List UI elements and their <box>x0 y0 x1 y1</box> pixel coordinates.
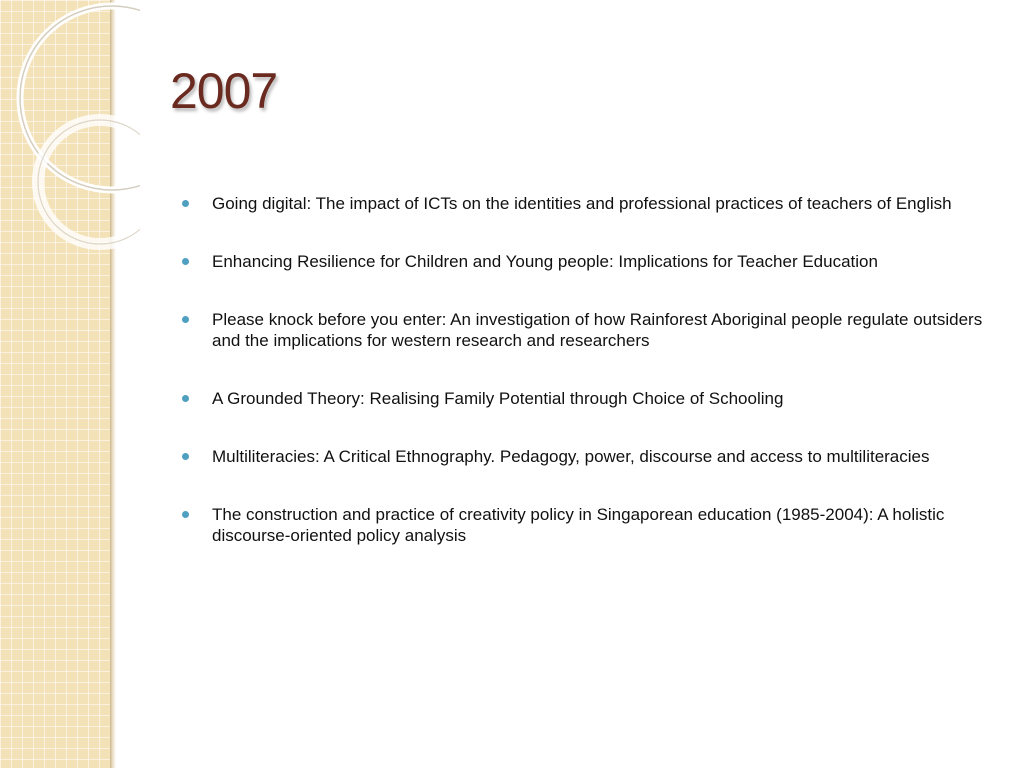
bullet-item <box>182 251 992 272</box>
bullet-list <box>182 193 992 583</box>
bullet-dot-icon <box>182 200 189 207</box>
bullet-dot-icon <box>182 316 189 323</box>
decorative-rings-icon <box>0 0 140 260</box>
bullet-item <box>182 446 992 467</box>
bullet-text: Going digital: The impact of ICTs on the identities and professional practices of teachers of English <box>212 194 952 213</box>
bullet-text: A Grounded Theory: Realising Family Potential through Choice of Schooling <box>212 389 784 408</box>
bullet-dot-icon <box>182 453 189 460</box>
bullet-text: Enhancing Resilience for Children and Young people: Implications for Teacher Education <box>212 252 878 271</box>
slide-title: 2007 <box>170 63 278 119</box>
bullet-text: The construction and practice of creativity policy in Singaporean education (1985-2004): A holistic discourse-oriented policy analysis <box>212 505 945 545</box>
bullet-dot-icon <box>182 511 189 518</box>
bullet-text: Multiliteracies: A Critical Ethnography. Pedagogy, power, discourse and access to multiliteracies <box>212 447 930 466</box>
bullet-dot-icon <box>182 258 189 265</box>
bullet-dot-icon <box>182 395 189 402</box>
bullet-item <box>182 193 992 214</box>
bullet-item <box>182 504 992 546</box>
bullet-item <box>182 309 992 351</box>
bullet-item <box>182 388 992 409</box>
bullet-text: Please knock before you enter: An investigation of how Rainforest Aboriginal people regulate outsiders and the implications for western research and researchers <box>212 310 983 350</box>
